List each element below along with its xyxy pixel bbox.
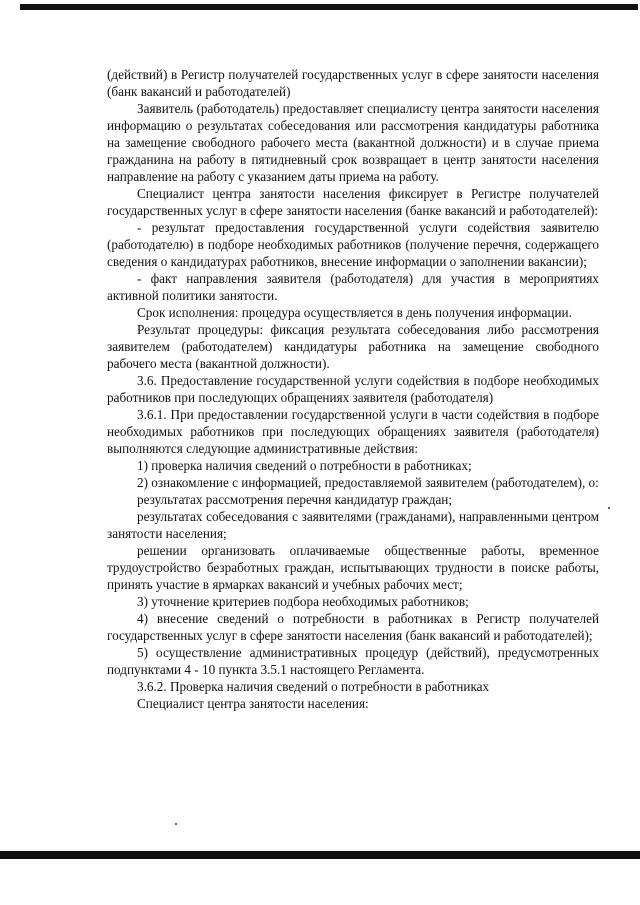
list-item: 5) осуществление административных процедур (действий), предусмотренных подпунктами 4 - 10 пункта 3.5.1 настоящего Регламента. [107, 645, 599, 677]
list-item: - факт направления заявителя (работодателя) для участия в мероприятиях активной политики занятости. [107, 271, 599, 303]
section-heading: 3.6.2. Проверка наличия сведений о потребности в работниках [137, 679, 490, 694]
list-item: результатах собеседования с заявителями (гражданами), направленными центром занятости населения; [107, 509, 599, 541]
list-item: результатах рассмотрения перечня кандидатур граждан; [137, 492, 453, 507]
scan-border-top [20, 4, 638, 10]
list-item: решении организовать оплачиваемые общественные работы, временное трудоустройство безработных граждан, испытывающих трудности в поиске работы, принять участие в ярмарках вакансий и учебных рабочих мест; [107, 543, 599, 592]
paragraph: Заявитель (работодатель) предоставляет специалисту центра занятости населения информацию о результатах собеседования или рассмотрения кандидатуры работника на замещение свободного рабочего места (вакантной должности) и в случае приема гражданина на работу в пятидневный срок возвращает в центр занятости населения направление на работу с указанием даты приема на работу. [107, 101, 599, 184]
paragraph: Результат процедуры: фиксация результата собеседования либо рассмотрения заявителем (работодателем) кандидатуры работника на замещение свободного рабочего места (вакантной должности). [107, 322, 599, 371]
list-item: 3) уточнение критериев подбора необходимых работников; [137, 594, 469, 609]
list-item: - результат предоставления государственной услуги содействия заявителю (работодателю) в подборе необходимых работников (получение перечня, содержащего сведения о кандидатурах работников, внесение информации о заполнении вакансии); [107, 220, 599, 269]
paragraph: (действий) в Регистр получателей государственных услуг в сфере занятости населения (банк вакансий и работодателей) [107, 67, 599, 99]
scan-speck [608, 507, 610, 509]
paragraph: 3.6.1. При предоставлении государственной услуги в части содействия в подборе необходимых работников при последующих обращениях заявителя (работодателя) выполняются следующие административные действия: [107, 407, 599, 456]
paragraph: Специалист центра занятости населения: [137, 696, 369, 711]
scan-speck [175, 823, 177, 825]
section-heading: 3.6. Предоставление государственной услуги содействия в подборе необходимых работников при последующих обращениях заявителя (работодателя) [107, 373, 599, 405]
paragraph: Срок исполнения: процедура осуществляется в день получения информации. [137, 305, 572, 320]
list-item: 1) проверка наличия сведений о потребности в работниках; [137, 458, 472, 473]
document-page [107, 66, 599, 712]
list-item: 2) ознакомление с информацией, предоставляемой заявителем (работодателем), о: [137, 475, 599, 490]
list-item: 4) внесение сведений о потребности в работниках в Регистр получателей государственных услуг в сфере занятости населения (банк вакансий и работодателей); [107, 611, 599, 643]
scan-border-bottom [0, 851, 640, 859]
paragraph: Специалист центра занятости населения фиксирует в Регистре получателей государственных услуг в сфере занятости населения (банке вакансий и работодателей): [107, 186, 599, 218]
